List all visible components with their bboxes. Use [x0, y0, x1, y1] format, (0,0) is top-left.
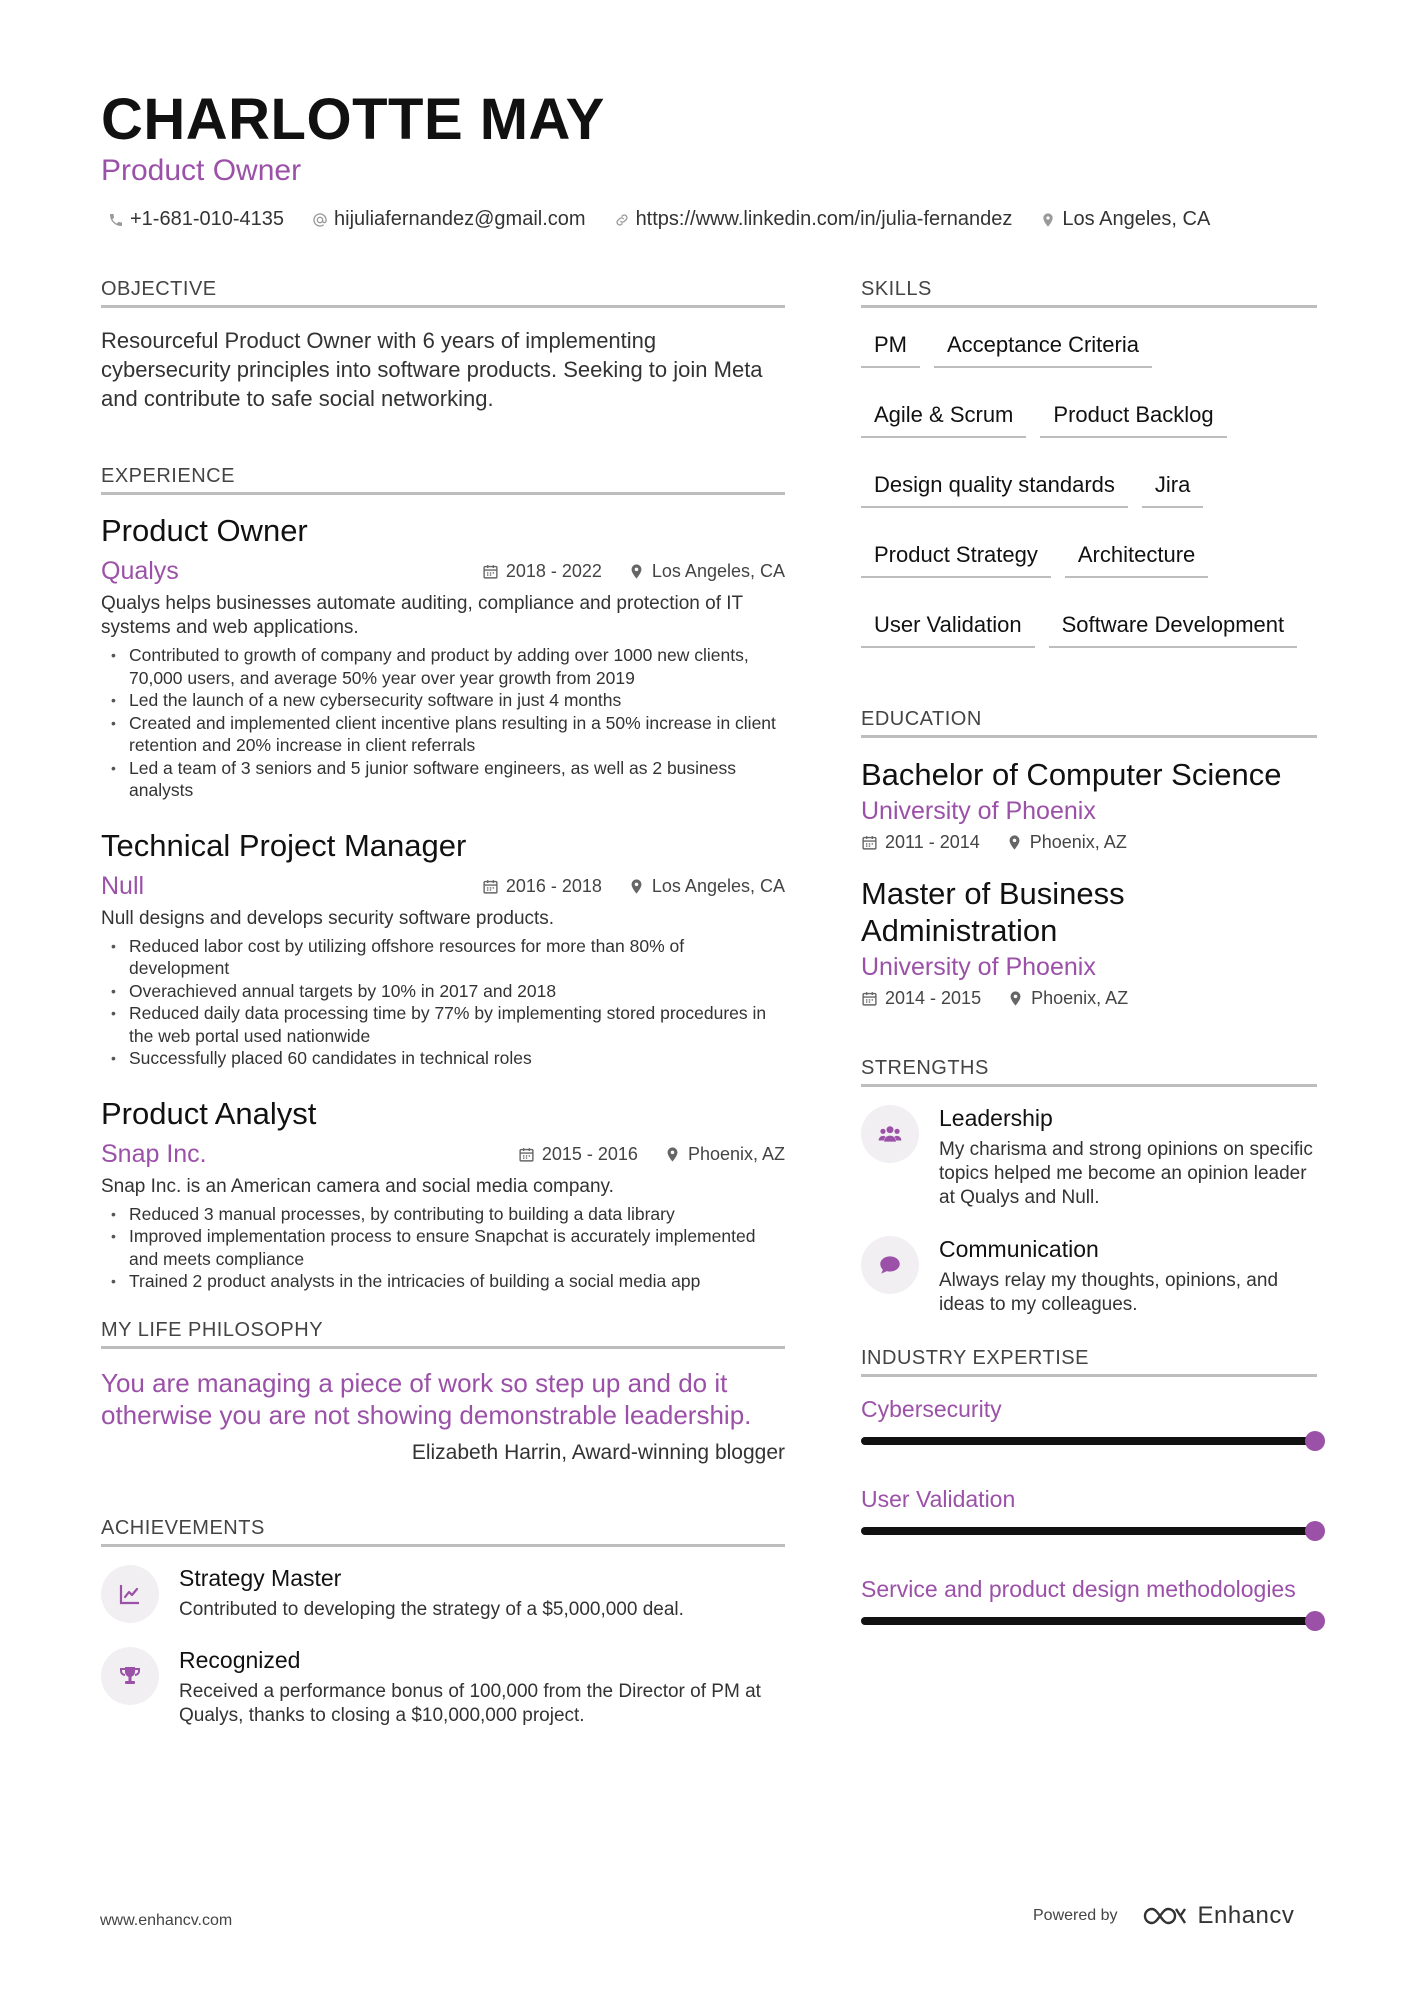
expertise-bar-fill — [861, 1617, 1317, 1625]
location-pin-icon — [1040, 212, 1056, 228]
expertise-item — [861, 1395, 1317, 1445]
expertise-label: Cybersecurity — [861, 1396, 1002, 1422]
achievement-body — [179, 1565, 684, 1623]
chat-bubble-icon — [861, 1236, 919, 1294]
job-meta — [518, 1144, 785, 1165]
expertise-list — [861, 1395, 1317, 1625]
strength-list — [861, 1105, 1317, 1317]
skill-tag: Design quality standards — [861, 466, 1128, 508]
contact-linkedin[interactable] — [614, 208, 1013, 231]
enhancv-logo[interactable] — [1142, 1902, 1295, 1930]
section-title-experience: EXPERIENCE — [101, 465, 785, 495]
achievement-list — [101, 1565, 785, 1728]
calendar-icon — [861, 990, 878, 1007]
expertise-bar — [861, 1527, 1317, 1535]
strength-title: Leadership — [939, 1105, 1053, 1131]
job-bullet: • Trained 2 product analysts in the intricacies of building a social media app — [101, 1270, 785, 1293]
enhancv-logo-icon — [1142, 1904, 1188, 1928]
job-dates-text: 2015 - 2016 — [541, 1143, 638, 1164]
degree-title: Bachelor of Computer Science — [861, 757, 1282, 792]
experience-entry — [101, 1096, 785, 1293]
education-entry — [861, 756, 1317, 853]
job-dates — [518, 1144, 638, 1165]
users-icon — [861, 1105, 919, 1163]
expertise-bar — [861, 1617, 1317, 1625]
experience-entry — [101, 828, 785, 1070]
skill-tag: User Validation — [861, 606, 1035, 648]
education-meta — [861, 988, 1317, 1009]
section-title-achievements: ACHIEVEMENTS — [101, 1517, 785, 1547]
at-icon — [312, 212, 328, 228]
education-meta — [861, 832, 1317, 853]
degree-title: Master of Business Administration — [861, 876, 1125, 948]
job-dates-text: 2018 - 2022 — [505, 561, 602, 581]
achievement-title: Strategy Master — [179, 1564, 342, 1591]
section-title-expertise: INDUSTRY EXPERTISE — [861, 1347, 1317, 1377]
company-description: Snap Inc. is an American camera and social media company. — [101, 1175, 614, 1197]
education-location — [1006, 832, 1127, 853]
education-location-text: Phoenix, AZ — [1029, 832, 1127, 852]
experience-entry — [101, 513, 785, 802]
job-bullet: • Led the launch of a new cybersecurity software in just 4 months — [101, 689, 785, 712]
calendar-icon — [518, 1146, 535, 1163]
expertise-bar — [861, 1437, 1317, 1445]
skill-tag: Architecture — [1065, 536, 1208, 578]
job-dates — [482, 876, 602, 897]
strength-description: My charisma and strong opinions on specific topics helped me become an opinion leader at Qualys and Null. — [939, 1139, 1313, 1208]
location-text: Los Angeles, CA — [1062, 208, 1211, 230]
expertise-item — [861, 1575, 1317, 1625]
location-pin-icon — [628, 563, 645, 580]
calendar-icon — [482, 563, 499, 580]
job-bullet: • Reduced daily data processing time by 77% by implementing stored procedures in the web portal used nationwide — [101, 1002, 785, 1047]
job-title: Technical Project Manager — [101, 827, 467, 863]
phone-icon — [108, 212, 124, 228]
education-dates-text: 2014 - 2015 — [885, 988, 982, 1008]
skill-tag: Software Development — [1049, 606, 1298, 648]
expertise-bar-knob — [1305, 1521, 1325, 1541]
expertise-bar-fill — [861, 1527, 1317, 1535]
expertise-bar-knob — [1305, 1431, 1325, 1451]
expertise-label: User Validation — [861, 1486, 1016, 1512]
section-title-education: EDUCATION — [861, 708, 1317, 738]
job-bullet: • Created and implemented client incentive plans resulting in a 50% increase in client retention and 20% increase in client referrals — [101, 712, 785, 757]
expertise-item — [861, 1485, 1317, 1535]
expertise-bar-fill — [861, 1437, 1317, 1445]
job-meta — [482, 876, 785, 897]
job-bullets — [101, 935, 785, 1070]
company-description: Qualys helps businesses automate auditing, compliance and protection of IT systems and web applications. — [101, 593, 743, 638]
contact-email[interactable] — [312, 208, 586, 231]
education-dates — [861, 988, 981, 1009]
philosophy-author: Elizabeth Harrin, Award-winning blogger — [411, 1440, 785, 1464]
contact-phone[interactable] — [108, 208, 284, 231]
job-location — [664, 1144, 785, 1165]
brand-name: Enhancv — [1197, 1902, 1295, 1929]
job-title: Product Owner — [101, 513, 308, 548]
job-bullet: • Led a team of 3 seniors and 5 junior software engineers, as well as 2 business analysts — [101, 757, 785, 802]
skill-tag: Product Backlog — [1040, 396, 1226, 438]
objective-text: Resourceful Product Owner with 6 years of implementing cybersecurity principles into software products. Seeking to join Meta and contribute to safe social networking. — [101, 328, 763, 411]
section-title-philosophy: MY LIFE PHILOSOPHY — [101, 1319, 785, 1349]
candidate-role: Product Owner — [101, 154, 302, 187]
linkedin-text: https://www.linkedin.com/in/julia-fernandez — [635, 208, 1013, 230]
achievement-body — [179, 1647, 785, 1728]
achievement-description: Contributed to developing the strategy of a $5,000,000 deal. — [179, 1598, 684, 1620]
left-column — [101, 278, 785, 1752]
skill-tag: Acceptance Criteria — [934, 326, 1152, 368]
footer-website[interactable]: www.enhancv.com — [100, 1912, 233, 1929]
philosophy-quote: You are managing a piece of work so step up and do it otherwise you are not showing demonstrable leadership. — [101, 1367, 752, 1430]
trophy-icon — [101, 1647, 159, 1705]
strength-item — [861, 1236, 1317, 1317]
chart-line-icon — [101, 1565, 159, 1623]
job-line — [101, 557, 785, 586]
education-entry — [861, 875, 1317, 1009]
job-bullet: • Successfully placed 60 candidates in technical roles — [101, 1047, 785, 1070]
link-icon — [614, 212, 630, 228]
company-name: Null — [101, 871, 145, 900]
strength-item — [861, 1105, 1317, 1210]
education-list — [861, 756, 1317, 1009]
job-bullets — [101, 644, 785, 802]
education-location — [1007, 988, 1128, 1009]
job-bullet: • Overachieved annual targets by 10% in 2017 and 2018 — [101, 980, 785, 1003]
education-location-text: Phoenix, AZ — [1031, 988, 1129, 1008]
contact-bar — [108, 208, 1210, 231]
location-pin-icon — [664, 1146, 681, 1163]
job-location-text: Phoenix, AZ — [687, 1143, 785, 1164]
achievement-item — [101, 1647, 785, 1728]
education-dates — [861, 832, 980, 853]
skill-tag: Jira — [1142, 466, 1203, 508]
company-name: Qualys — [101, 557, 179, 585]
phone-text: +1-681-010-4135 — [130, 208, 285, 230]
skill-list — [861, 326, 1317, 648]
school-name: University of Phoenix — [861, 797, 1096, 825]
candidate-name: CHARLOTTE MAY — [101, 87, 605, 152]
calendar-icon — [482, 878, 499, 895]
strength-body — [939, 1236, 1317, 1317]
job-line — [101, 872, 785, 901]
achievement-title: Recognized — [179, 1646, 301, 1673]
email-text: hijuliafernandez@gmail.com — [334, 208, 586, 230]
section-title-strengths: STRENGTHS — [861, 1057, 1317, 1087]
job-line — [101, 1140, 785, 1169]
experience-list — [101, 513, 785, 1293]
location-pin-icon — [628, 878, 645, 895]
expertise-label: Service and product design methodologies — [861, 1576, 1296, 1602]
achievement-item — [101, 1565, 785, 1623]
job-bullet: • Contributed to growth of company and product by adding over 1000 new clients, 70,000 users, and average 50% year over year growth from 2019 — [101, 644, 785, 689]
contact-location — [1040, 208, 1210, 231]
location-pin-icon — [1006, 834, 1023, 851]
company-description: Null designs and develops security software products. — [101, 907, 555, 929]
job-bullet: • Reduced labor cost by utilizing offshore resources for more than 80% of development — [101, 935, 785, 980]
job-bullet: • Improved implementation process to ensure Snapchat is accurately implemented and meets compliance — [101, 1225, 785, 1270]
job-dates-text: 2016 - 2018 — [505, 875, 602, 896]
strength-description: Always relay my thoughts, opinions, and ideas to my colleagues. — [939, 1270, 1279, 1315]
job-location — [628, 876, 785, 897]
skill-tag: Product Strategy — [861, 536, 1051, 578]
calendar-icon — [861, 834, 878, 851]
job-location — [628, 561, 785, 582]
section-title-skills: SKILLS — [861, 278, 1317, 308]
powered-by-label: Powered by — [1033, 1907, 1118, 1924]
job-dates — [482, 561, 602, 582]
company-name: Snap Inc. — [101, 1139, 207, 1168]
job-location-text: Los Angeles, CA — [651, 561, 785, 581]
location-pin-icon — [1007, 990, 1024, 1007]
job-title: Product Analyst — [101, 1095, 317, 1131]
footer-brand — [1033, 1902, 1294, 1930]
skill-tag: Agile & Scrum — [861, 396, 1026, 438]
section-title-objective: OBJECTIVE — [101, 278, 785, 308]
job-meta — [482, 561, 785, 582]
right-column — [861, 278, 1317, 1665]
job-bullets — [101, 1203, 785, 1293]
achievement-description: Received a performance bonus of 100,000 from the Director of PM at Qualys, thanks to closing a $10,000,000 project. — [179, 1680, 761, 1726]
job-bullet: • Reduced 3 manual processes, by contributing to building a data library — [101, 1203, 785, 1226]
job-location-text: Los Angeles, CA — [651, 875, 785, 896]
education-dates-text: 2011 - 2014 — [885, 832, 980, 852]
expertise-bar-knob — [1305, 1611, 1325, 1631]
school-name: University of Phoenix — [861, 953, 1096, 981]
skill-tag: PM — [861, 326, 920, 368]
strength-title: Communication — [939, 1236, 1099, 1262]
strength-body — [939, 1105, 1317, 1210]
